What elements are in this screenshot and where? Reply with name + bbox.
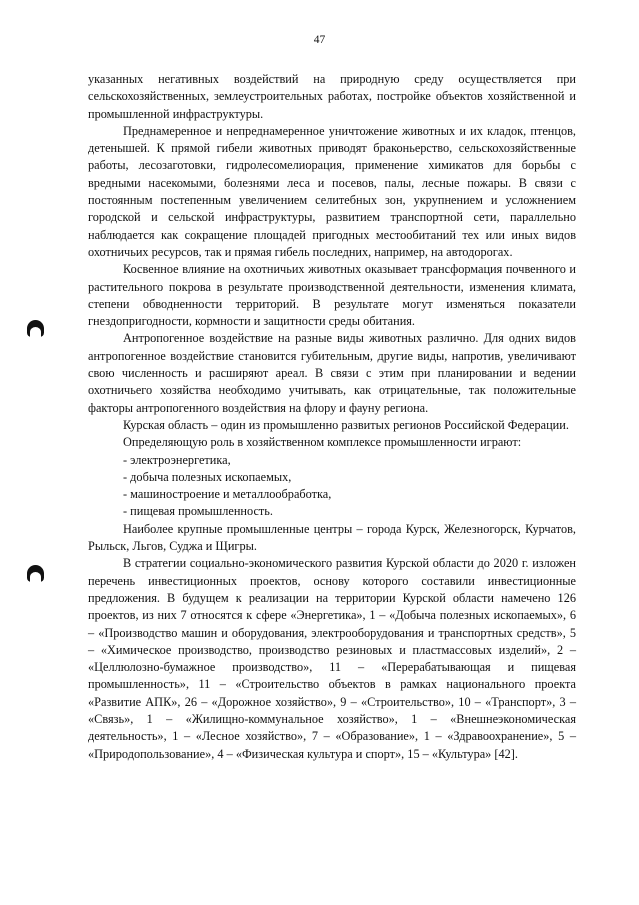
punch-hole-top [27, 320, 44, 337]
list-item: - пищевая промышленность. [123, 504, 273, 519]
paragraph: Наиболее крупные промышленные центры – города Курск, Железногорск, Курчатов, Рыльск, Льгов, Суджа и Щигры. [88, 521, 576, 554]
paragraph: Косвенное влияние на охотничьих животных оказывает трансформация почвенного и растительного покрова в результате производственной деятельности, изменения климата, степени обводненности территорий. В результате могут изменяться показатели гнездопригодности, кормности и защитности среды обитания. [88, 262, 576, 329]
list-item: - добыча полезных ископаемых, [123, 469, 292, 484]
punch-hole-bottom [27, 565, 44, 582]
paragraph: указанных негативных воздействий на природную среду осуществляется при сельскохозяйственных, землеустроительных работах, постройке объектов хозяйственной и промышленной инфраструктуры. [88, 72, 576, 121]
body-text [88, 71, 576, 763]
list-item: - машиностроение и металлообработка, [123, 487, 332, 502]
paragraph: Определяющую роль в хозяйственном комплексе промышленности играют: [123, 435, 522, 450]
page-number: 47 [313, 34, 326, 46]
paragraph: Антропогенное воздействие на разные виды животных различно. Для одних видов антропогенное воздействие становится губительным, другие виды, напротив, увеличивают свою численность и расширяют ареал. В связи с этим при планировании и ведении охотничьего хозяйства необходимо учитывать, как отрицательные, так положительные факторы антропогенного воздействия на флору и фауну региона. [88, 331, 576, 415]
list-item: - электроэнергетика, [123, 452, 231, 467]
paragraph: В стратегии социально-экономического развития Курской области до 2020 г. изложен перечень инвестиционных проектов, основу которого составили инвестиционные предложения. В будущем к реализации на территории Курской области намечено 126 проектов, из них 7 относятся к сфере «Энергетика», 1 – «Добыча полезных ископаемых», 6 – «Производство машин и оборудования, электрооборудования и транспортных средств», 5 – «Химическое производство, производство резиновых и пластмассовых изделий», 2 – «Целлюлозно-бумажное производство», 11 – «Перерабатывающая и пищевая промышленность», 11 – «Строительство объектов в рамках национального проекта «Развитие АПК», 26 – «Дорожное хозяйство», 9 – «Строительство», 10 – «Транспорт», 3 – «Связь», 1 – «Жилищно-коммунальное хозяйство», 1 – «Внешнеэкономическая деятельность», 1 – «Лесное хозяйство», 7 – «Образование», 1 – «Здравоохранение», 5 – «Природопользование», 4 – «Физическая культура и спорт», 15 – «Культура» [42]. [88, 556, 576, 761]
paragraph: Курская область – один из промышленно развитых регионов Российской Федерации. [123, 417, 569, 432]
paragraph: Преднамеренное и непреднамеренное уничтожение животных и их кладок, птенцов, детенышей. К прямой гибели животных приводят браконьерство, сельскохозяйственные работы, лесозаготовки, гидролесомелиорация, применение химикатов для борьбы с вредными насекомыми, болезнями леса и посевов, палы, лесные пожары. В связи с постоянным постепенным увеличением селитебных зон, укрупнением и усложнением городской и сельской инфраструктуры, развитием транспортной сети, параллельно наблюдается как сокращение площадей пригодных местообитаний тех или иных видов охотничьих ресурсов, так и прямая гибель последних, например, на автодорогах. [88, 123, 576, 259]
